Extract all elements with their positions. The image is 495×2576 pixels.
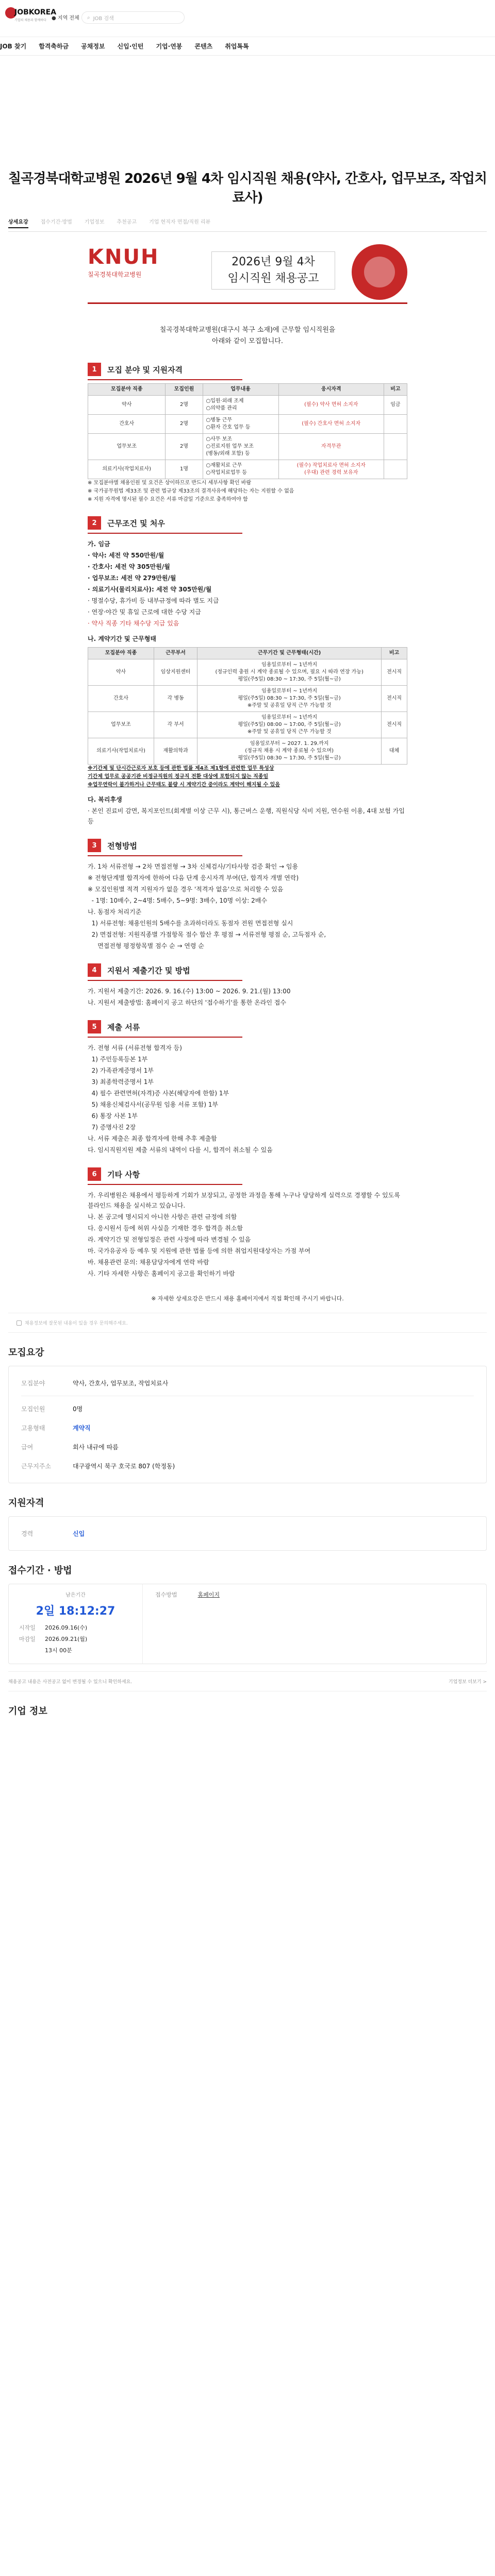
info-key: 모집인원 [21,1405,45,1413]
knuh-logo [88,245,196,297]
info-key: 급여 [21,1444,34,1451]
tab[interactable]: 추천공고 [117,219,137,225]
body-line: 가. 지원서 제출기간: 2026. 9. 16.(수) 13:00 ~ 2026. 9. 21.(월) 13:00 [88,988,291,995]
section-3 [88,839,407,951]
section-number: 6 [88,1167,101,1181]
nav-item[interactable]: 합격축하금 [39,43,69,50]
info-value: 회사 내규에 따름 [73,1444,119,1451]
contract-title: 나. 계약기간 및 근무형태 [88,635,157,642]
cell-job: 약사 [88,396,166,415]
table-header: 응시자격 [278,384,384,396]
recruit-poster [88,242,407,1302]
company-title: 기업 정보 [8,1706,47,1717]
poster-intro [88,325,407,347]
section-title: 지원서 제출기간 및 방법 [107,965,190,975]
body-line: 3) 최종학력증명서 1부 [88,1078,154,1086]
table-row [88,659,407,686]
section-1-notes [88,479,407,504]
info-value: 대구광역시 북구 호국로 807 (학정동) [73,1463,175,1470]
cell-dept: 각 부서 [154,712,197,738]
section-number: 3 [88,839,101,852]
apply-title: 접수기간 · 방법 [8,1565,72,1576]
wage-note: · 연장·야간 및 휴일 근로에 대한 수당 지급 [88,608,201,616]
wage-line: · 약사: 세전 약 550만원/월 [88,552,164,559]
cell-period: 임용일로부터 ~ 1년까지 (정규인력 충원 시 계약 종료될 수 있으며, 필요 시 따라 연장 가능) 평일(주5일) 08:30 ~ 17:30, 주 5일(월~금) [197,659,382,686]
qualification-title: 지원자격 [8,1498,44,1509]
wage-line: · 업무보조: 세전 약 279만원/월 [88,574,176,582]
info-value: 약사, 간호사, 업무보조, 작업치료사 [73,1380,169,1387]
poster-headline-1: 2026년 9월 4차 [232,256,315,268]
cell-dept: 각 병동 [154,686,197,712]
summary-card [8,1366,487,1483]
welfare-title: 다. 복리후생 [88,796,122,803]
note-line: ※ 지원 자격에 명시된 필수 요건은 서류 마감일 기준으로 충족하여야 함 [88,497,248,502]
cell-job: 약사 [88,659,154,686]
deadline-value: 2026.09.21(월) [45,1636,88,1642]
table-row [88,434,407,460]
cell-job: 의료기사(작업치료사) [88,738,154,765]
qualification-card [8,1516,487,1551]
knuh-sub: 칠곡경북대학교병원 [88,271,142,278]
body-line: ※ 모집인원별 적격 지원자가 없을 경우 '적격자 없음'으로 처리할 수 있음 [88,886,284,893]
table-row [88,686,407,712]
cell-count: 2명 [166,415,203,434]
deadline-box [9,1584,143,1664]
body-line: 4) 필수 관련면허(자격)증 사본(해당자에 한함) 1부 [88,1090,229,1097]
section-6 [88,1167,407,1279]
body-line: 6) 통장 사본 1부 [88,1112,138,1120]
cell-work: ○재활치료 근무 ○작업치료업무 등 [203,460,278,479]
body-line: 면접전형 평정항목별 점수 순 → 연령 순 [88,942,204,950]
deadline-value: 13시 00분 [45,1647,72,1654]
cell-qual: (필수) 약사 면허 소지자 [278,396,384,415]
section-title: 근무조건 및 처우 [107,518,165,528]
cell-period: 임용일로부터 ~ 1년까지 평일(주5일) 08:00 ~ 17:00, 주 5일(월~금) ※주말 및 공휴일 당직 근무 가능할 것 [197,712,382,738]
body-line: 7) 증명사진 2장 [88,1124,136,1131]
body-line: 나. 본 공고에 명시되지 아니한 사항은 관련 규정에 의함 [88,1213,237,1221]
search-input[interactable] [81,11,185,24]
table-header: 모집인원 [166,384,203,396]
body-line: ※ 전형단계별 합격자에 한하여 다음 단계 응시자격 부여(단, 합격자 개별 연락) [88,874,299,882]
table-header: 비고 [382,648,407,659]
table-header: 비고 [384,384,407,396]
cell-qual: (필수) 간호사 면허 소지자 [278,415,384,434]
contract-table [88,647,407,765]
disclaimer-text: 채용정보에 잘못된 내용이 있을 경우 문의해주세요. [25,1321,128,1326]
notice-text: 채용공고 내용은 사전공고 없이 변경될 수 있으니 확인하세요. [8,1680,133,1685]
logo-text: JOBKOREA [14,8,57,16]
table-header: 모집분야 직종 [88,384,166,396]
body-line: 나. 서류 제출은 최종 합격자에 한해 추후 제출함 [88,1135,217,1142]
info-row [21,1437,474,1456]
info-value: 신입 [73,1530,85,1537]
nav-item[interactable]: JOB 찾기 [0,43,27,50]
body-line: - 1명: 10배수, 2~4명: 5배수, 5~9명: 3배수, 10명 이상: 2배수 [88,897,267,904]
cell-work: ○사무 보조 ○진료지원 업무 보조 (병동/외래 포함) 등 [203,434,278,460]
info-row [21,1399,474,1418]
poster-header [88,242,407,304]
table-header: 근무부서 [154,648,197,659]
section-title: 제출 서류 [107,1022,140,1032]
contract-notes [88,765,407,789]
region-label: 지역 전체 [57,15,79,21]
cell-job: 간호사 [88,415,166,434]
cell-period: 임용일로부터 ~ 2027. 1. 29.까지 (정규직 채용 시 계약 종료될 수 있으며) 평일(주5일) 08:30 ~ 17:30, 주 5일(월~금) [197,738,382,765]
table-row [88,712,407,738]
cell-period: 임용일로부터 ~ 1년까지 평일(주5일) 08:30 ~ 17:30, 주 5일(월~금) ※주말 및 공휴일 당직 근무 가능할 것 [197,686,382,712]
deadline-value: 2026.09.16(수) [45,1624,88,1631]
tab[interactable]: 상세요강 [8,217,28,228]
body-line: 바. 채용관련 문의: 채용담당자에게 연락 바람 [88,1259,209,1266]
apply-notice-bar [8,1671,487,1691]
info-key: 모집분야 [21,1380,45,1387]
main-nav [0,37,495,56]
info-key: 경력 [21,1530,34,1537]
note-line: ※ 국가공무원법 제33조 및 관련 법규상 제33조의 결격사유에 해당하는 자는 지원할 수 없음 [88,488,294,494]
info-row [21,1374,474,1393]
section-number: 4 [88,963,101,977]
search-icon: ⌕ [87,14,90,21]
contract-note: 기간제 업무로 공공기관 비정규직원의 정규직 전환 대상에 포함되지 않는 직종임 [88,774,269,779]
info-row [21,1418,474,1437]
deadline-key: 마감일 [19,1636,36,1642]
apply-card [8,1584,487,1664]
deadline-key: 시작일 [19,1624,36,1631]
body-line: 다. 응시원서 등에 허위 사실을 기재한 경우 합격을 취소함 [88,1225,243,1232]
top-header [0,0,495,37]
summary-title: 모집요강 [8,1347,44,1358]
cell-note: 전시직 [382,686,407,712]
nav-item[interactable]: 기업·연봉 [156,43,183,50]
info-key: 근무지주소 [21,1463,51,1470]
info-row [21,1524,474,1543]
section-2 [88,516,407,826]
section-number: 1 [88,363,101,376]
cell-dept: 재활의학과 [154,738,197,765]
body-line: 1) 주민등록등본 1부 [88,1056,148,1063]
cell-note: 전시직 [382,712,407,738]
section-4 [88,963,407,1008]
cell-note: 전시직 [382,659,407,686]
section-5 [88,1020,407,1155]
cell-note [384,434,407,460]
page-title: 칠곡경북대학교병원 2026년 9월 4차 임시직원 채용(약사, 간호사, 업무보조, 작업치료사) [8,171,487,206]
info-row [21,1456,474,1476]
body-line: 사. 기타 자세한 사항은 홈페이지 공고를 확인하기 바람 [88,1270,235,1277]
positions-table [88,383,407,479]
poster-bottom-note: ※ 자세한 상세요강은 반드시 채용 홈페이지에서 직접 확인해 주시기 바랍니다. [151,1295,344,1302]
region-selector[interactable]: ● 지역 전체 [52,15,79,21]
cell-job: 의료기사(작업치료사) [88,460,166,479]
info-value: 계약직 [73,1425,91,1432]
cell-job: 업무보조 [88,434,166,460]
deadline-row [19,1623,132,1632]
body-line: 5) 채용신체검사서(공무원 임용 서류 포함) 1부 [88,1101,219,1108]
table-header: 업무내용 [203,384,278,396]
remain-countdown: 2일 18:12:27 [36,1605,116,1618]
cell-job: 업무보조 [88,712,154,738]
cell-count: 1명 [166,460,203,479]
body-line: 나. 동점자 처리기준 [88,908,142,916]
wage-line: · 의료기사(물리치료사): 세전 약 305만원/월 [88,586,212,593]
intro-line: 칠곡경북대학교병원(대구시 북구 소재)에 근무할 임시직원을 [159,326,336,334]
info-key: 고용형태 [21,1425,45,1432]
body-line: 2) 가족관계증명서 1부 [88,1067,154,1074]
section-title: 기타 사항 [107,1170,140,1179]
table-row [88,415,407,434]
cell-note: 임금 [384,396,407,415]
section-title: 모집 분야 및 지원자격 [107,365,183,375]
report-error-notice[interactable] [8,1313,487,1333]
method-link[interactable]: 홈페이지 [197,1591,220,1598]
wage-note: · 명절수당, 휴가비 등 내부규정에 따라 별도 지급 [88,597,219,604]
nav-item[interactable]: 취업톡톡 [225,43,249,50]
cell-work: ○병동 근무 ○환자 간호 업무 등 [203,415,278,434]
body-line: 마. 국가유공자 등 예우 및 지원에 관한 법률 등에 의한 취업지원대상자는 가점 부여 [88,1247,311,1255]
table-row [88,460,407,479]
wage-red-note: · 약사 직종 기타 채수당 지급 있음 [88,620,179,627]
table-header: 모집분야 직종 [88,648,154,659]
section-number: 2 [88,516,101,530]
body-line: 가. 1차 서류전형 → 2차 면접전형 → 3차 신체검사/기타사항 검증 확인 → 임용 [88,863,299,870]
body-line: 다. 임시직원지원 제출 서류의 내역이 다를 시, 합격이 취소될 수 있음 [88,1146,273,1154]
contract-note: ※업무연락이 불가하거나 근무태도 불량 시 계약기간 중이라도 계약이 해지될 수 있음 [88,782,280,788]
nav-item[interactable]: 신입·인턴 [117,43,144,50]
note-line: ※ 모집분야별 채용인원 및 요건은 상이하므로 반드시 세부사항 확인 바람 [88,480,252,486]
knuh-brand: KNUH [88,245,159,269]
wage-title: 가. 임금 [88,540,110,548]
table-row [88,396,407,415]
cell-dept: 임상지원센터 [154,659,197,686]
table-row [88,738,407,765]
body-line: 라. 계약기간 및 전형일정은 관련 사정에 따라 변경될 수 있음 [88,1236,251,1243]
wage-line: · 간호사: 세전 약 305만원/월 [88,563,170,570]
nav-item[interactable]: 공채정보 [81,43,105,50]
intro-line: 아래와 같이 모집합니다. [212,337,283,345]
section-number: 5 [88,1020,101,1033]
table-header: 근무기간 및 근무형태(시간) [197,648,382,659]
tab[interactable]: 접수기간·방법 [40,219,72,225]
welfare-text: · 본인 진료비 감면, 복지포인트(회계별 이상 근무 시), 통근버스 운행, 직원식당 식비 지원, 연수원 이용, 4대 보험 가입 등 [88,807,405,825]
search-placeholder: JOB 검색 [93,15,114,22]
deadline-key [19,1646,45,1654]
section-title: 전형방법 [107,841,137,851]
tab[interactable]: 기업정보 [84,219,105,225]
cell-note [384,460,407,479]
deadline-row [19,1635,132,1643]
body-line: 나. 지원서 제출방법: 홈페이지 공고 하단의 '접수하기'를 통한 온라인 접수 [88,999,286,1006]
cell-note: 대체 [382,738,407,765]
body-line: 1) 서류전형: 채용인원의 5배수를 초과하더라도 동점자 전원 면접전형 실시 [88,920,293,927]
cell-qual: (필수) 작업치료사 면허 소지자 (우대) 관련 경력 보유자 [278,460,384,479]
poster-headline [211,251,335,290]
checkbox-icon [16,1320,22,1326]
apply-method [143,1584,232,1664]
remain-label: 남은기간 [65,1592,86,1598]
method-label: 접수방법 [155,1591,177,1598]
body-line: 가. 전형 서류 (서류전형 합격자 등) [88,1044,182,1052]
cell-count: 2명 [166,434,203,460]
poster-headline-2: 임시직원 채용공고 [227,272,319,285]
cell-qual: 자격무관 [278,434,384,460]
cell-count: 2명 [166,396,203,415]
jobkorea-logo[interactable] [5,5,57,32]
body-line: 2) 면접전형: 지원직종별 가점항목 점수 합산 후 평점 → 서류전형 평점 순, 고득점자 순, [88,931,326,938]
info-value: 0명 [73,1405,83,1413]
cell-work: ○입원·외래 조제 ○의약품 관리 [203,396,278,415]
emblem-highlight [364,257,395,287]
nav-item[interactable]: 콘텐츠 [194,43,213,50]
detail-tabs [8,214,487,232]
logo-sub: 기업의 채용과 함께하다 [14,19,46,22]
section-1 [88,363,407,504]
cell-note [384,415,407,434]
deadline-row [19,1646,132,1654]
body-line: 가. 우리병원은 채용에서 평등하게 기회가 보장되고, 공정한 과정을 통해 누구나 당당하게 실력으로 경쟁할 수 있도록 블라인드 채용을 실시하고 있습니다. [88,1192,402,1209]
contract-note: ※기간제 및 단시간근로자 보호 등에 관한 법률 제4조 제1항에 관련한 업무 특성상 [88,766,274,771]
cell-job: 간호사 [88,686,154,712]
company-more-link[interactable]: 기업정보 더보기 > [448,1680,487,1685]
tab[interactable]: 기업 현직자 면접/직원 리뷰 [149,219,211,225]
